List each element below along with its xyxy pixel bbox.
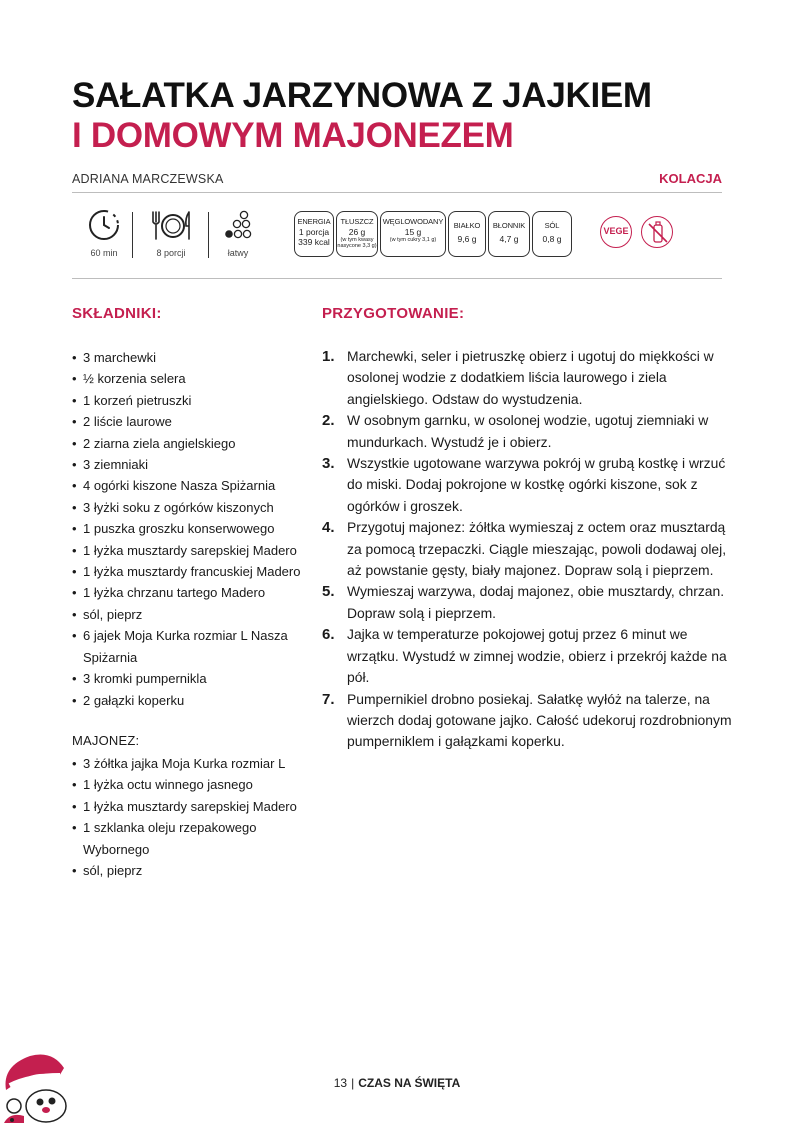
portions-label: 8 porcji bbox=[156, 248, 186, 258]
mayo-heading: MAJONEZ: bbox=[72, 733, 140, 748]
time-label: 60 min bbox=[90, 248, 118, 258]
nutrition-carbs-value: 15 g bbox=[404, 227, 422, 237]
time-meta bbox=[86, 208, 122, 258]
category-label: KOLACJA bbox=[659, 171, 722, 186]
meta-separator bbox=[208, 212, 209, 258]
step-item bbox=[322, 689, 732, 753]
step-item bbox=[322, 517, 732, 581]
step-text: Marchewki, seler i pietruszkę obierz i ugotuj do miękkości w osolonej wodzie z dodatkiem liścia laurowego i ziela angielskiego. Odstaw do wystudzenia. bbox=[347, 348, 714, 407]
mayo-ingredient-item: • sól, pieprz bbox=[72, 860, 312, 881]
step-text: Wymieszaj warzywa, dodaj majonez, obie musztardy, chrzan. Dopraw solą i pieprzem. bbox=[347, 583, 725, 621]
mayo-ingredient-item: • 1 szklanka oleju rzepakowego Wybornego bbox=[72, 817, 312, 860]
ingredient-item: • 3 ziemniaki bbox=[72, 454, 312, 475]
ingredient-item: • 1 puszka groszku konserwowego bbox=[72, 518, 312, 539]
ingredient-item: • 6 jajek Moja Kurka rozmiar L Nasza Spiżarnia bbox=[72, 625, 312, 668]
step-item bbox=[322, 581, 732, 624]
nutrition-fat-value: 26 g bbox=[348, 227, 366, 237]
mayo-ingredient-item: • 1 łyżka musztardy sarepskiej Madero bbox=[72, 796, 312, 817]
page-number: 13 bbox=[333, 1076, 348, 1090]
step-text: W osobnym garnku, w osolonej wodzie, ugotuj ziemniaki w mundurkach. Wystudź je i obierz. bbox=[347, 412, 709, 450]
author-name: ADRIANA MARCZEWSKA bbox=[72, 172, 224, 186]
nutrition-carbs bbox=[380, 211, 446, 257]
step-number: 4. bbox=[322, 519, 335, 537]
step-item bbox=[322, 410, 732, 453]
ingredient-item: • 4 ogórki kiszone Nasza Spiżarnia bbox=[72, 475, 312, 496]
page-footer bbox=[0, 1076, 794, 1090]
ingredient-item: • 3 kromki pumpernikla bbox=[72, 668, 312, 689]
nutrition-protein-label: BIAŁKO bbox=[453, 221, 481, 230]
ingredient-item: • 3 marchewki bbox=[72, 347, 312, 368]
steps-heading: PRZYGOTOWANIE: bbox=[322, 305, 465, 322]
plate-cutlery-icon bbox=[149, 208, 193, 242]
mayo-ingredient-item: • 3 żółtka jajka Moja Kurka rozmiar L bbox=[72, 753, 312, 774]
nutrition-fat bbox=[336, 211, 378, 257]
ingredient-item: • 3 łyżki soku z ogórków kiszonych bbox=[72, 497, 312, 518]
footer-separator: | bbox=[351, 1076, 355, 1090]
step-number: 3. bbox=[322, 455, 335, 473]
ingredient-item: • 2 liście laurowe bbox=[72, 411, 312, 432]
portions-meta bbox=[146, 208, 196, 258]
ingredient-item: • 1 łyżka musztardy francuskiej Madero bbox=[72, 561, 312, 582]
nutrition-fiber-value: 4,7 g bbox=[499, 234, 519, 244]
difficulty-label: łatwy bbox=[227, 248, 249, 258]
nutrition-salt-label: SÓL bbox=[544, 221, 560, 230]
ingredient-item: • 2 ziarna ziela angielskiego bbox=[72, 433, 312, 454]
ingredients-heading: SKŁADNIKI: bbox=[72, 305, 162, 322]
title-line-1: SAŁATKA JARZYNOWA Z JAJKIEM bbox=[72, 76, 652, 115]
no-gluten-badge bbox=[641, 216, 673, 248]
step-number: 1. bbox=[322, 348, 335, 365]
title-line-2: I DOMOWYM MAJONEZEM bbox=[72, 116, 514, 155]
step-number: 5. bbox=[322, 583, 335, 601]
mayo-ingredients-list bbox=[72, 753, 312, 881]
magazine-name: CZAS NA ŚWIĘTA bbox=[358, 1076, 461, 1090]
nutrition-fiber-label: BŁONNIK bbox=[492, 221, 526, 230]
nutrition-fat-sub: (w tym kwasy nasycone 3,3 g) bbox=[337, 237, 377, 249]
ingredient-item: • ½ korzenia selera bbox=[72, 368, 312, 389]
difficulty-dots-icon bbox=[223, 208, 253, 242]
ingredient-item: • 1 łyżka musztardy sarepskiej Madero bbox=[72, 540, 312, 561]
mayo-ingredient-item: • 1 łyżka octu winnego jasnego bbox=[72, 774, 312, 795]
step-number: 7. bbox=[322, 690, 335, 708]
step-number: 6. bbox=[322, 626, 335, 644]
steps-list bbox=[322, 346, 732, 753]
nutrition-protein bbox=[448, 211, 486, 257]
step-item bbox=[322, 346, 732, 410]
clock-icon bbox=[87, 208, 121, 242]
step-item bbox=[322, 453, 732, 517]
ingredient-item: • 1 łyżka chrzanu tartego Madero bbox=[72, 582, 312, 603]
nutrition-energy-value: 339 kcal bbox=[298, 237, 330, 247]
ingredient-item: • sól, pieprz bbox=[72, 604, 312, 625]
nutrition-energy-portion: 1 porcja bbox=[298, 227, 330, 237]
no-gluten-icon bbox=[642, 217, 674, 249]
step-text: Przygotuj majonez: żółtka wymieszaj z octem oraz musztardą za pomocą trzepaczki. Ciągle mieszając, powoli dodawaj olej, aż powstanie gęsty, biały majonez. Dopraw solą i pieprzem. bbox=[347, 519, 727, 579]
nutrition-carbs-label: WĘGLOWODANY bbox=[382, 217, 444, 226]
vege-badge: VEGE bbox=[600, 216, 632, 248]
step-number: 2. bbox=[322, 412, 335, 430]
nutrition-carbs-sub: (w tym cukry 3,1 g) bbox=[389, 237, 437, 243]
step-text: Pumpernikiel drobno posiekaj. Sałatkę wyłóż na talerze, na wierzch dodaj gotowane jajko. Całość udekoruj rozdrobnionym pumperniklem i gałązkami koperku. bbox=[347, 690, 732, 750]
nutrition-salt-value: 0,8 g bbox=[542, 234, 562, 244]
nutrition-energy-label: ENERGIA bbox=[297, 217, 331, 226]
ingredient-item: • 1 korzeń pietruszki bbox=[72, 390, 312, 411]
nutrition-fat-label: TŁUSZCZ bbox=[340, 217, 374, 226]
divider-top bbox=[72, 192, 722, 193]
ingredient-item: • 2 gałązki koperku bbox=[72, 690, 312, 711]
divider-bottom bbox=[72, 278, 722, 279]
step-text: Jajka w temperaturze pokojowej gotuj przez 6 minut we wrzątku. Wystudź w zimnej wodzie, obierz i przekrój każde na pół. bbox=[347, 626, 727, 686]
recipe-title bbox=[72, 76, 652, 156]
nutrition-energy bbox=[294, 211, 334, 257]
nutrition-fiber bbox=[488, 211, 530, 257]
ingredients-list bbox=[72, 347, 312, 711]
step-text: Wszystkie ugotowane warzywa pokrój w grubą kostkę i wrzuć do miski. Dodaj pokrojone w kostkę ogórki kiszone, sok z ogórków i groszek. bbox=[347, 455, 726, 514]
nutrition-protein-value: 9,6 g bbox=[457, 234, 477, 244]
meta-separator bbox=[132, 212, 133, 258]
difficulty-meta bbox=[222, 208, 254, 258]
step-item bbox=[322, 624, 732, 688]
nutrition-salt bbox=[532, 211, 572, 257]
